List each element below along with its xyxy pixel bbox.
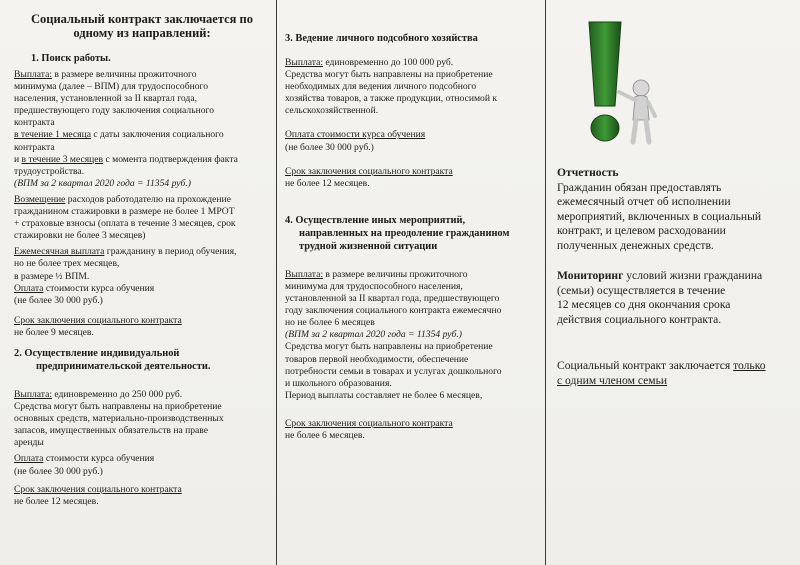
household-term: Срок заключения социального контракта не более 12 месяцев. (285, 165, 453, 189)
section-entrepreneur-heading: 2. Осуществление индивидуальной предпринимательской деятельности. (14, 347, 211, 372)
fold-line-left (276, 0, 277, 565)
section-other-measures-heading: 4. Осуществление иных мероприятий, направленных на преодоление гражданином трудной жизненной ситуации (285, 214, 510, 252)
other-measures-payment: Выплата: в размере величины прожиточного минимума для трудоспособного населения, установленной за II квартал года, предшествующего году заключения социального контракта ежемесячно но не более 6 месяцев (ВПМ за 2 квартал 2020 года = 11354 руб.) Средства могут быть направлены на приобретение товаров первой необходимости, обеспечение потребности семьи в товарах и услугах дошкольного и школьного образования. Период выплаты составляет не более 6 месяцев, (285, 268, 502, 401)
household-payment: Выплата: единовременно до 100 000 руб. Средства могут быть направлены на приобретение необходимых для ведения личного подсобного хозяйства товаров, а также продукции, относимой к сельскохозяйственной. (285, 57, 498, 117)
brochure-title: Социальный контракт заключается по одному из направлений: (31, 12, 253, 40)
monthly-payment: Ежемесячная выплата гражданину в период обучения, но не более трех месяцев, в размере ½ ВПМ. Оплата стоимости курса обучения (не более 30 000 руб.) (14, 246, 237, 306)
entrepreneur-payment: Выплата: единовременно до 250 000 руб. Средства могут быть направлены на приобретение основных средств, материально-производственных запасов, имущественных обязательств на праве аренды (14, 388, 224, 449)
section-household-heading: 3. Ведение личного подсобного хозяйства (285, 33, 478, 44)
employer-compensation: Возмещение расходов работодателю на прохождение гражданином стажировки в размере не более 1 МРОТ + страховые взносы (оплата в течение 3 месяцев, срок стажировки не более 3 месяцев) (14, 193, 236, 242)
right-panel (557, 166, 787, 388)
fold-line-right (545, 0, 546, 565)
entrepreneur-course: Оплата стоимости курса обучения (не более 30 000 руб.) (14, 453, 155, 477)
left-panel (14, 12, 270, 508)
job-search-term: Срок заключения социального контракта не более 9 месяцев. (14, 314, 182, 338)
middle-panel (285, 32, 537, 442)
report-text: Гражданин обязан предоставлять ежемесячный отчет об исполнении мероприятий, включенных в социальный контракт, и целевом расходовании полученных денежных средств. (557, 180, 762, 252)
entrepreneur-term: Срок заключения социального контракта не более 12 месяцев. (14, 483, 182, 507)
household-course: Оплата стоимости курса обучения (не более 30 000 руб.) (285, 129, 426, 153)
section-job-search-heading: 1. Поиск работы. (31, 53, 111, 64)
single-member-note: Социальный контракт заключается только с одним членом семьи (557, 359, 766, 387)
monitoring-text: Мониторинг условий жизни гражданина (семьи) осуществляется в течение 12 месяцев со дня окончания срока действия социального контракта. (557, 269, 763, 326)
job-search-payment: Выплата: в размере величины прожиточного минимума (далее – ВПМ) для трудоспособного населения, установленной за II квартал года, предшествующего году заключения социального контракта в течение 1 месяца с даты заключения социального контракта и в течение 3 месяцев с момента подтверждения факта трудоустройства. (ВПМ за 2 квартал 2020 года = 11354 руб.) (14, 69, 238, 189)
report-heading: Отчетность (557, 166, 619, 179)
exclamation-figure-icon (575, 18, 665, 153)
other-measures-term: Срок заключения социального контракта не более 6 месяцев. (285, 417, 453, 441)
